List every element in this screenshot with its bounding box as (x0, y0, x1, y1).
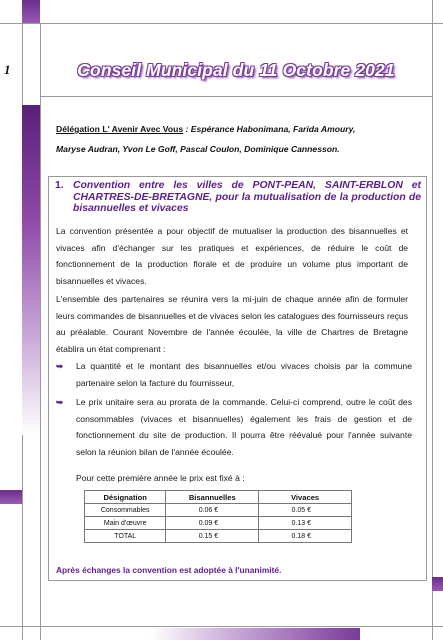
table-cell: 0.05 € (259, 504, 352, 517)
table-cell: 0.18 € (259, 530, 352, 543)
table-cell: TOTAL (85, 530, 166, 543)
decor-bar-top (22, 0, 40, 23)
arrow-bullet-icon: ➥ (56, 361, 64, 371)
section-title (55, 180, 421, 215)
table-header-vivaces: Vivaces (259, 491, 352, 504)
delegation-block (56, 119, 408, 159)
arrow-bullet-icon: ➥ (56, 397, 64, 407)
table-header-designation: Désignation (85, 491, 166, 504)
delegation-members-line2: Maryse Audran, Yvon Le Goff, Pascal Coulon, Dominique Cannesson. (56, 144, 340, 154)
table-row (85, 530, 352, 543)
bullet-item-2 (56, 394, 412, 460)
table-header-row (85, 491, 352, 504)
frame-line-right (432, 0, 433, 640)
table-cell: 0.06 € (166, 504, 259, 517)
table-cell: 0.13 € (259, 517, 352, 530)
frame-line-bottom (0, 626, 443, 627)
bullet-item-1 (56, 358, 412, 391)
table-row (85, 517, 352, 530)
table-cell: Main d'œuvre (85, 517, 166, 530)
decor-gradient-left (22, 105, 40, 435)
decor-bar-right-bottom (432, 577, 443, 591)
conclusion-text: Après échanges la convention est adoptée à l'unanimité. (56, 565, 282, 575)
paragraph-1: La convention présentée a pour objectif de mutualiser la production des bisannuelles et vivaces afin d'échanger sur les pratiques et expériences, de réduire le coût de fonctionnement de la production florale et de produire un volume plus important de bisannuelles et vivaces. (56, 226, 408, 286)
table-cell: 0.09 € (166, 517, 259, 530)
paragraph-2: L'ensemble des partenaires se réunira vers la mi-juin de chaque année afin de formuler leurs commandes de bisannuelles et de vivaces selon les catalogues des fournisseurs reçus au préalable. Courant Novembre de l'année écoulée, la ville de Chartres de Bretagne établira un état comprenant : (56, 294, 408, 354)
page-title: Conseil Municipal du 11 Octobre 2021 (77, 60, 395, 80)
delegation-members-line1: : Espérance Habonimana, Farida Amoury, (185, 124, 356, 134)
frame-line-title-underline (40, 96, 432, 97)
section-number: 1. (55, 180, 64, 191)
decor-gradient-bottom (150, 628, 360, 640)
price-intro: Pour cette première année le prix est fixé à : (76, 473, 245, 483)
decor-bar-left-bottom (0, 490, 22, 504)
bullet-item-1-text: La quantité et le montant des bisannuelles et/ou vivaces choisis par la commune partenaire selon la facture du fournisseur, (76, 361, 412, 388)
frame-line-top (0, 23, 443, 24)
price-table (84, 490, 352, 543)
frame-line-inner-left (40, 24, 41, 640)
section-title-text: Convention entre les villes de PONT-PEAN, SAINT-ERBLON et CHARTRES-DE-BRETAGNE, pour la mutualisation de la production de bisannuelles et vivaces (73, 180, 421, 214)
table-cell: Consommables (85, 504, 166, 517)
table-row (85, 504, 352, 517)
table-cell: 0.15 € (166, 530, 259, 543)
bullet-item-2-text: Le prix unitaire sera au prorata de la commande. Celui-ci comprend, outre le coût des consommables (vivaces et bisannuelles) également les frais de gestion et de fonctionnement du site de production. Il pourra être réévalué pour l'année suivante selon la réunion bilan de l'année écoulée. (76, 397, 412, 457)
delegation-label: Délégation L' Avenir Avec Vous (56, 124, 184, 134)
table-header-bisannuelles: Bisannuelles (166, 491, 259, 504)
page-number: 1 (4, 62, 11, 77)
